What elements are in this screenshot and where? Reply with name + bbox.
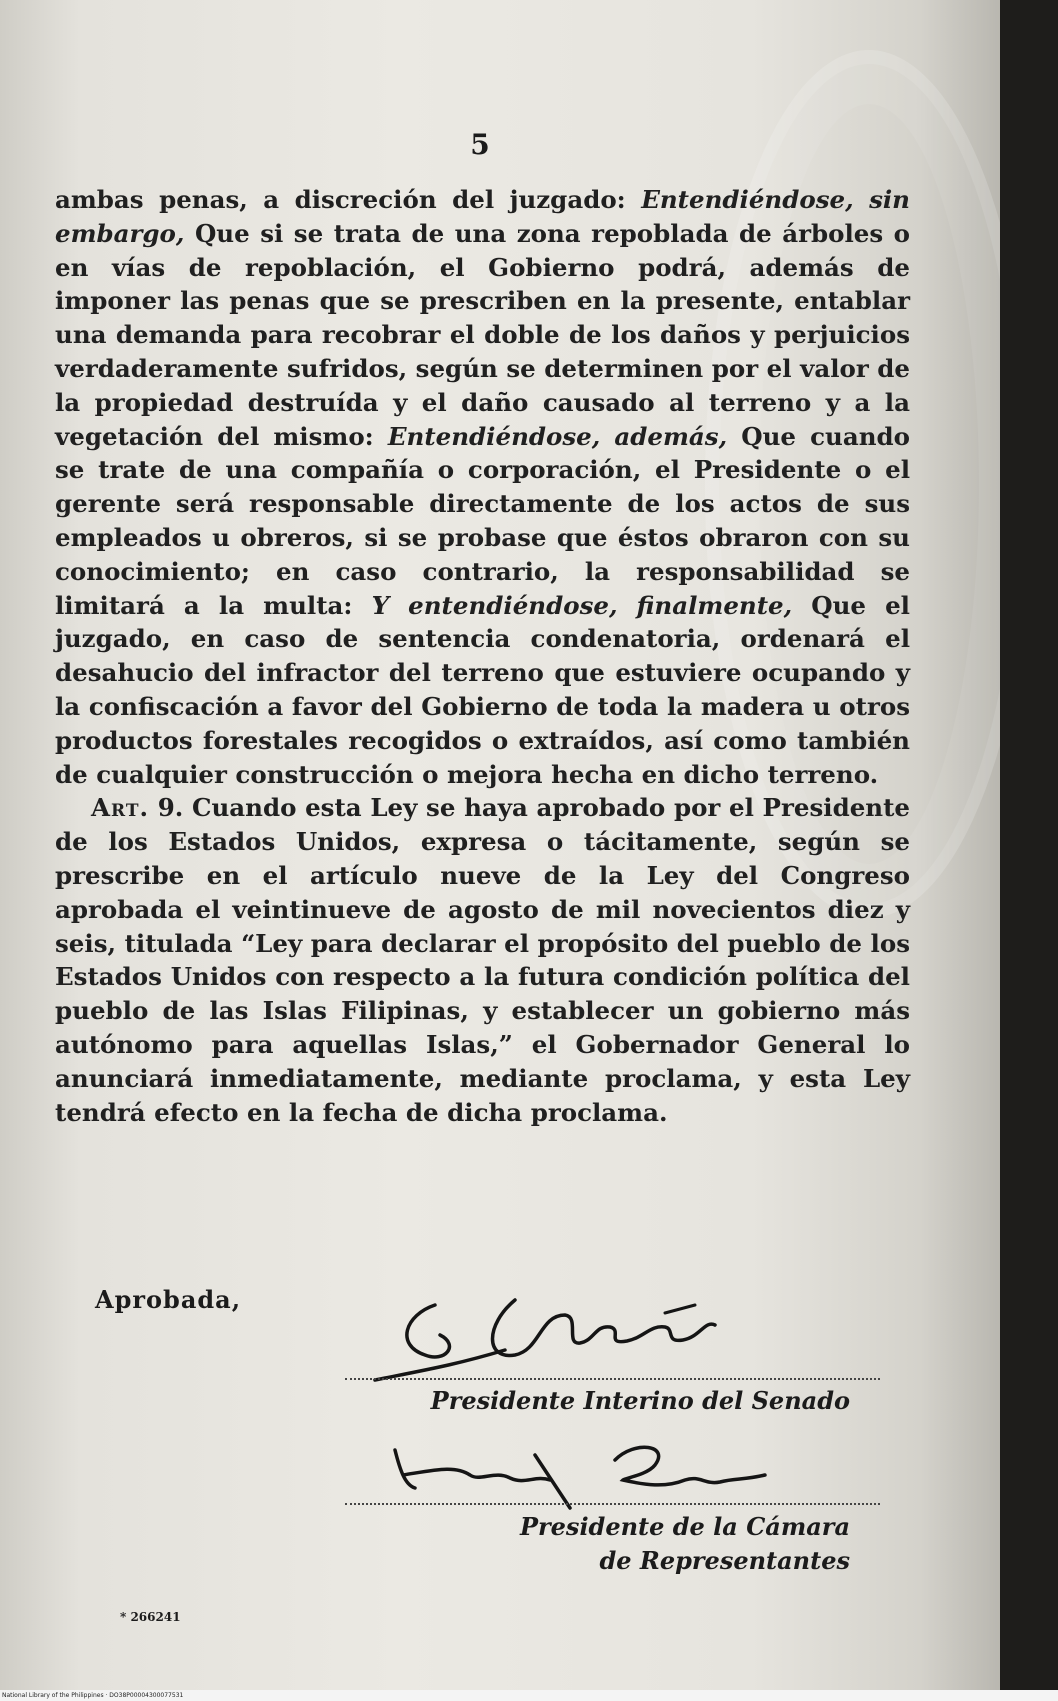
text-run: Que cuando se trate de una compañía o corporación, el Presidente o el gerente será responsable directamente de los actos de sus empleados u obreros, si se probase que éstos obraron con su conocimiento; en caso contrario, la responsabilidad se limitará a la multa: — [55, 421, 910, 620]
proviso-italic: Entendiéndose, además, — [387, 421, 728, 451]
paragraph — [55, 791, 910, 1129]
proviso-italic: Entendiéndose, sin embargo, — [55, 185, 910, 248]
text-run: 9. Cuando esta Ley se haya aprobado por el Presidente de los Estados Unidos, expresa o tácitamente, según se prescribe en el artículo nueve de la Ley del Congreso aprobada el veintinueve de agosto de mil novecientos diez y seis, titulada “Ley para declarar el propósito del pueblo de los Estados Unidos con respecto a la futura condición política del pueblo de las Islas Filipinas, y establecer un gobierno más autónomo para aquellas Islas,” el Gobernador General lo anunciará inmediatamente, mediante proclama, y esta Ley tendrá efecto en la fecha de dicha proclama. — [55, 793, 910, 1127]
text-run: Que el juzgado, en caso de sentencia condenatoria, ordenará el desahucio del infractor del terreno que estuviere ocupando y la confiscación a favor del Gobierno de toda la madera u otros productos forestales recogidos o extraídos, así como también de cualquier construcción o mejora hecha en dicho terreno. — [55, 590, 910, 789]
signature-title-2: Presidente de la Cámara de Representantes — [519, 1512, 850, 1575]
text-run: ambas penas, a discreción del juzgado: — [55, 185, 642, 214]
approved-label: Aprobada, — [95, 1285, 242, 1314]
page-number: 5 — [470, 128, 490, 161]
house-speaker-signature — [385, 1430, 825, 1510]
proviso-italic: Y entendiéndose, finalmente, — [371, 590, 793, 620]
article-label: Art. — [91, 793, 150, 823]
scanner-tag: National Library of the Philippines · DO38P00004300077531 — [0, 1690, 1058, 1701]
signature-line-2 — [345, 1503, 880, 1505]
body-text — [55, 183, 910, 1129]
paragraph — [55, 183, 910, 791]
footer-code: * 266241 — [120, 1610, 181, 1624]
text-run: Que si se trata de una zona repoblada de árboles o en vías de repoblación, el Gobierno podrá, además de imponer las penas que se prescriben en la presente, entablar una demanda para recobrar el doble de los daños y perjuicios verdaderamente sufridos, según se determinen por el valor de la propiedad destruída y el daño causado al terreno y a la vegetación del mismo: — [55, 218, 911, 451]
signature-title-1: Presidente Interino del Senado — [430, 1386, 850, 1415]
signature-line-1 — [345, 1378, 880, 1380]
senate-president-signature — [365, 1285, 805, 1385]
